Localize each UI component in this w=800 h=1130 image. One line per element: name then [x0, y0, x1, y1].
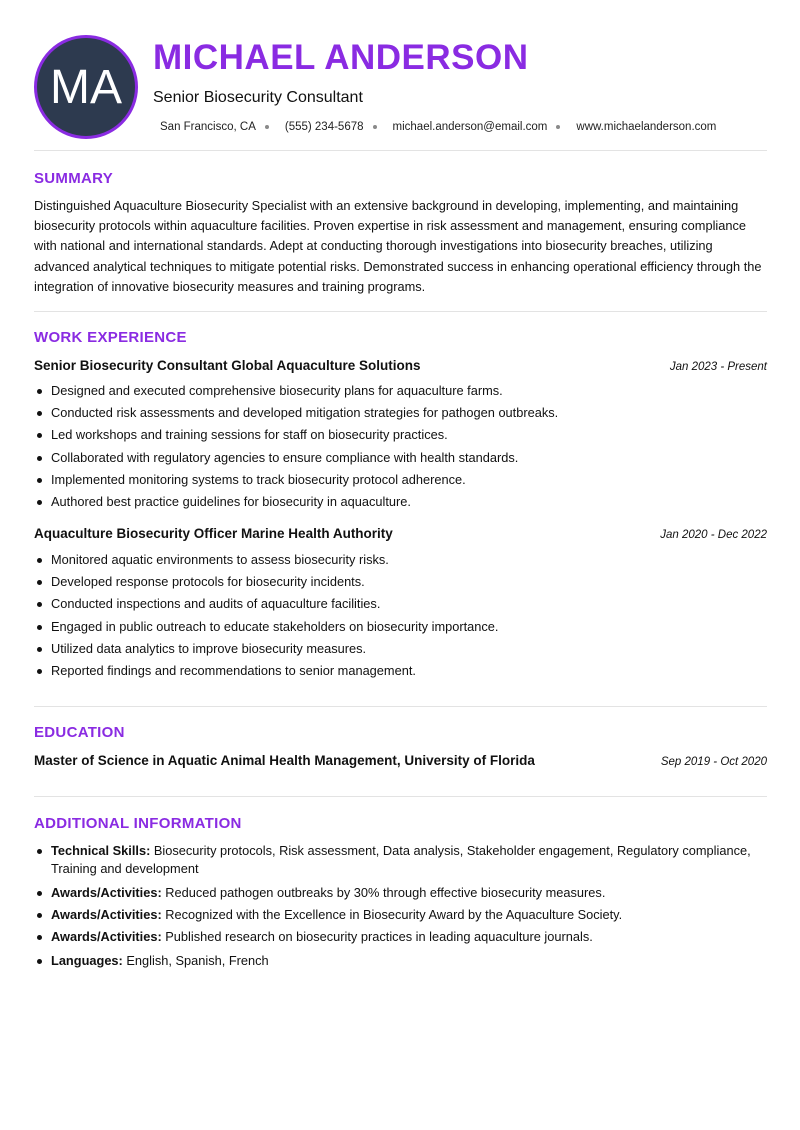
list-item [34, 842, 767, 878]
list-item: Authored best practice guidelines for biosecurity in aquaculture. [34, 491, 767, 513]
section-divider [34, 150, 767, 151]
list-item [34, 884, 767, 902]
item-text: English, Spanish, French [122, 953, 269, 968]
list-item: Reported findings and recommendations to senior management. [34, 660, 767, 682]
resume-header [0, 0, 800, 150]
job-date: Jan 2020 - Dec 2022 [660, 529, 767, 541]
list-item: Collaborated with regulatory agencies to ensure compliance with health standards. [34, 447, 767, 469]
list-item: Led workshops and training sessions for staff on biosecurity practices. [34, 424, 767, 446]
job-header [34, 358, 767, 373]
section-divider [34, 796, 767, 797]
candidate-title: Senior Biosecurity Consultant [153, 89, 363, 106]
item-label: Awards/Activities: [51, 907, 162, 922]
contact-email: michael.anderson@email.com [392, 121, 548, 133]
education-date: Sep 2019 - Oct 2020 [660, 756, 767, 768]
list-item: Designed and executed comprehensive biosecurity plans for aquaculture farms. [34, 380, 767, 402]
list-item: Implemented monitoring systems to track biosecurity protocol adherence. [34, 469, 767, 491]
item-text: Reduced pathogen outbreaks by 30% through effective biosecurity measures. [161, 885, 606, 900]
item-text: Recognized with the Excellence in Biosecurity Award by the Aquaculture Society. [161, 907, 623, 922]
item-label: Languages: [51, 953, 123, 968]
list-item [34, 952, 767, 970]
job-header [34, 526, 767, 541]
experience-heading: WORK EXPERIENCE [34, 329, 187, 346]
job-date: Jan 2023 - Present [669, 361, 767, 373]
section-divider [34, 706, 767, 707]
job-title: Senior Biosecurity Consultant Global Aquaculture Solutions [34, 358, 421, 373]
education-heading: EDUCATION [34, 724, 125, 741]
job-bullets [34, 380, 767, 513]
contact-info [160, 121, 716, 133]
list-item: Engaged in public outreach to educate stakeholders on biosecurity importance. [34, 616, 767, 638]
summary-text: Distinguished Aquaculture Biosecurity Specialist with an extensive background in developing, implementing, and maintaining biosecurity protocols within aquaculture facilities. Proven expertise in risk assessment and management, ensuring compliance with national and international standards. Adept at conducting thorough investigations into biosecurity breaches, utilizing advanced analytical techniques to mitigate potential risks. Demonstrated success in enhancing operational efficiency through the integration of innovative biosecurity measures and training programs. [34, 198, 762, 294]
additional-list [34, 842, 767, 974]
additional-heading: ADDITIONAL INFORMATION [34, 815, 242, 832]
list-item [34, 906, 767, 924]
contact-location: San Francisco, CA [160, 121, 256, 133]
list-item: Conducted risk assessments and developed mitigation strategies for pathogen outbreaks. [34, 402, 767, 424]
job-title: Aquaculture Biosecurity Officer Marine Health Authority [34, 526, 393, 541]
item-text: Biosecurity protocols, Risk assessment, Data analysis, Stakeholder engagement, Regulatory compliance, Training and development [51, 843, 751, 876]
candidate-name: MICHAEL ANDERSON [153, 38, 529, 77]
item-label: Awards/Activities: [51, 885, 162, 900]
item-label: Awards/Activities: [51, 929, 162, 944]
education-entry [34, 753, 767, 768]
item-text: Published research on biosecurity practices in leading aquaculture journals. [161, 929, 593, 944]
contact-website: www.michaelanderson.com [576, 121, 717, 133]
summary-heading: SUMMARY [34, 170, 114, 187]
contact-separator [373, 125, 377, 129]
list-item: Conducted inspections and audits of aquaculture facilities. [34, 593, 767, 615]
avatar [34, 35, 138, 139]
degree-title: Master of Science in Aquatic Animal Health Management, University of Florida [34, 753, 535, 768]
list-item: Monitored aquatic environments to assess biosecurity risks. [34, 549, 767, 571]
list-item: Utilized data analytics to improve biosecurity measures. [34, 638, 767, 660]
job-bullets [34, 549, 767, 682]
list-item: Developed response protocols for biosecurity incidents. [34, 571, 767, 593]
item-label: Technical Skills: [51, 843, 151, 858]
list-item [34, 928, 767, 946]
section-divider [34, 311, 767, 312]
contact-separator [556, 125, 560, 129]
contact-separator [265, 125, 269, 129]
avatar-initials: MA [50, 60, 122, 114]
contact-phone: (555) 234-5678 [284, 121, 364, 133]
